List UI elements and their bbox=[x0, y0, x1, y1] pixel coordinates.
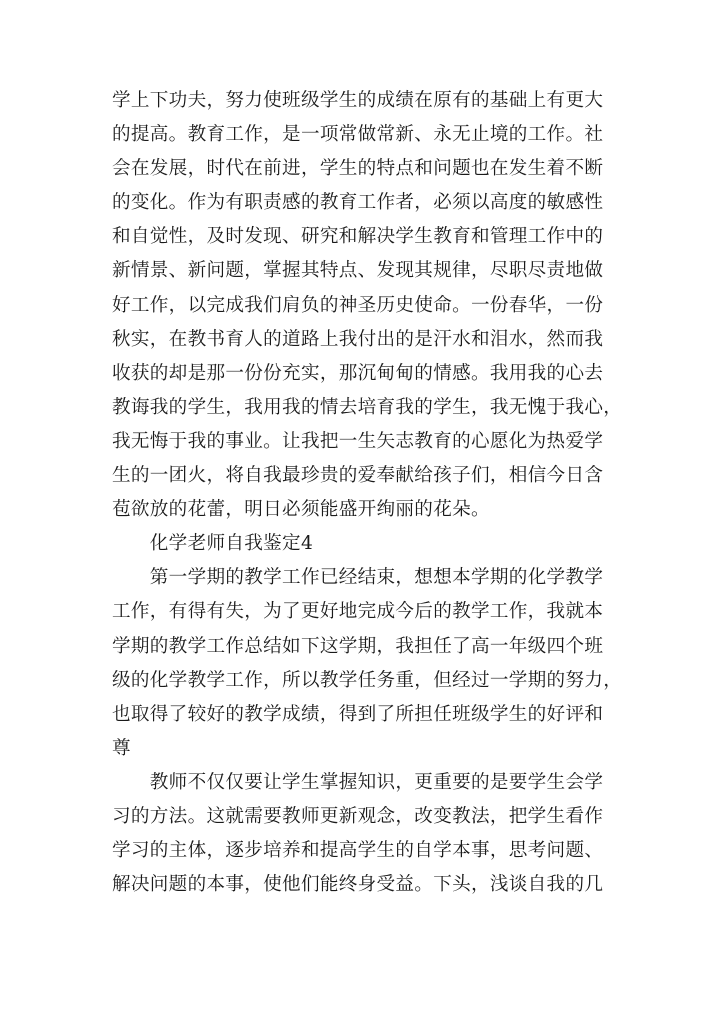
text-line: 学习的主体，逐步培养和提高学生的自学本事，思考问题、 bbox=[112, 840, 604, 862]
text-line: 会在发展，时代在前进，学生的特点和问题也在发生着不断 bbox=[112, 158, 604, 180]
text-line: 和自觉性，及时发现、研究和解决学生教育和管理工作中的 bbox=[112, 226, 604, 248]
text-line: 生的一团火，将自我最珍贵的爱奉献给孩子们，相信今日含 bbox=[112, 465, 604, 487]
text-line: 的变化。作为有职责感的教育工作者，必须以高度的敏感性 bbox=[112, 192, 604, 214]
text-line: 也取得了较好的教学成绩，得到了所担任班级学生的好评和 bbox=[112, 703, 604, 725]
text-line: 尊 bbox=[112, 737, 131, 759]
text-line: 教师不仅仅要让学生掌握知识，更重要的是要学生会学 bbox=[112, 771, 604, 793]
text-line: 学上下功夫，努力使班级学生的成绩在原有的基础上有更大 bbox=[112, 90, 604, 111]
text-line: 新情景、新问题，掌握其特点、发现其规律，尽职尽责地做 bbox=[112, 260, 604, 282]
text-line: 第一学期的教学工作已经结束，想想本学期的化学教学 bbox=[112, 567, 604, 589]
text-line: 苞欲放的花蕾，明日必须能盛开绚丽的花朵。 bbox=[112, 499, 490, 521]
text-line: 秋实，在教书育人的道路上我付出的是汗水和泪水，然而我 bbox=[112, 328, 604, 350]
text-line: 学期的教学工作总结如下这学期，我担任了高一年级四个班 bbox=[112, 635, 604, 657]
text-line: 习的方法。这就需要教师更新观念，改变教法，把学生看作 bbox=[112, 805, 604, 827]
text-line: 级的化学教学工作，所以教学任务重，但经过一学期的努力， bbox=[112, 669, 623, 691]
body-text bbox=[112, 84, 623, 902]
text-line: 我无悔于我的事业。让我把一生矢志教育的心愿化为热爱学 bbox=[112, 430, 604, 452]
text-line: 解决问题的本事，使他们能终身受益。下头，浅谈自我的几 bbox=[112, 874, 604, 896]
text-line: 工作，有得有失，为了更好地完成今后的教学工作，我就本 bbox=[112, 601, 604, 623]
text-line: 好工作，以完成我们肩负的神圣历史使命。一份春华，一份 bbox=[112, 294, 604, 316]
text-line: 的提高。教育工作，是一项常做常新、永无止境的工作。社 bbox=[112, 124, 604, 146]
text-line: 收获的却是那一份份充实，那沉甸甸的情感。我用我的心去 bbox=[112, 362, 604, 384]
section-heading: 化学老师自我鉴定4 bbox=[112, 533, 314, 555]
text-line: 教诲我的学生，我用我的情去培育我的学生，我无愧于我心， bbox=[112, 396, 623, 418]
